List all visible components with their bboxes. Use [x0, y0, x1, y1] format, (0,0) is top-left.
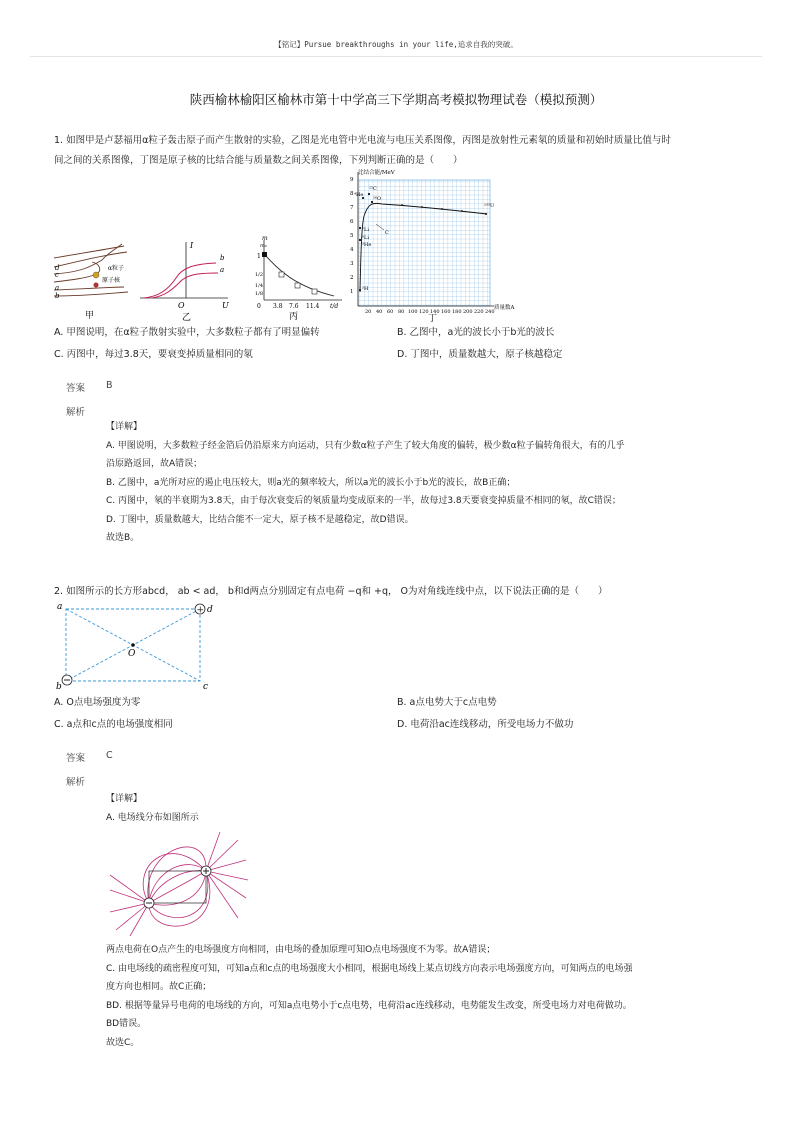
q2-answer-label: 答案	[66, 753, 86, 764]
fig4-xtick: 180	[452, 309, 462, 315]
nucleus-icon	[94, 283, 99, 288]
fig4-ytick: 8	[350, 191, 354, 197]
q1-detail-line: D. 丁图中，质量数越大，比结合能不一定大，原子核不是越稳定，故D错误。	[106, 514, 414, 525]
fig4-nuclide: ⁴He	[354, 192, 364, 198]
q2-solution-head	[106, 790, 736, 827]
q1-stem-line1: 1. 如图甲是卢瑟福用α粒子轰击原子而产生散射的实验，乙图是光电管中光电流与电压关系图像，丙图是放射性元素氡的质量和初始时质量比值与时	[54, 135, 671, 146]
fig4-xtick: 80	[398, 309, 405, 315]
fig2-ylabel: I	[190, 241, 194, 250]
fig-label-yi: 乙	[182, 313, 192, 322]
q1-detail-line: A. 甲图说明，大多数粒子经金箔后仍沿原来方向运动，只有少数α粒子产生了较大角度的偏转，极少数α粒子偏转角很大，有的几乎	[106, 440, 625, 451]
fig4-nuclide: ⁷Li	[362, 227, 369, 233]
q2-detail-line: BD. 根据等量异号电荷的电场线的方向，可知a点电势小于c点电势，电荷沿ac连线移动，电势能发生改变，所受电场力对电荷做功。	[106, 1000, 632, 1011]
q1-detail-label: 【详解】	[106, 422, 143, 432]
q1-figure-bing	[254, 232, 344, 322]
center-point-o	[131, 643, 135, 647]
fig4-xtick: 220	[474, 309, 484, 315]
fig4-nuclide: ²³⁵U	[484, 203, 495, 209]
fig3-ytick-half: 1/2	[255, 272, 264, 278]
fig4-ytick: 5	[350, 233, 354, 239]
q1-option-a: A. 甲图说明，在α粒子散射实验中，大多数粒子都有了明显偏转	[54, 327, 320, 338]
fig3-xlabel: t/d	[330, 303, 339, 310]
page-title: 陕西榆林榆阳区榆林市第十中学高三下学期高考模拟物理试卷（模拟预测）	[189, 92, 603, 107]
fig-label-c: c	[203, 682, 209, 692]
fig4-xlabel: 质量数A	[494, 305, 515, 311]
q1-figure-yi	[138, 238, 230, 322]
fig4-ytick: 2	[350, 275, 354, 281]
q1-option-c: C. 丙图中，每过3.8天，要衰变掉质量相同的氡	[54, 349, 253, 360]
q2-option-a: A. O点电场强度为零	[54, 697, 141, 708]
fig3-ytick-eighth: 1/8	[255, 291, 264, 297]
fig3-xtick-3.8: 3.8	[273, 303, 283, 310]
fig4-xtick: 240	[485, 309, 495, 315]
alpha-particle-icon	[93, 272, 99, 278]
q2-detail-line: 故选C。	[106, 1037, 140, 1048]
fig4-xtick: 100	[408, 309, 418, 315]
q2-field-lines-figure	[108, 830, 250, 938]
fig2-xlabel: U	[222, 301, 229, 310]
fig3-xtick-7.6: 7.6	[289, 303, 299, 310]
q2-solution	[106, 941, 736, 1052]
fig1-label-a: a	[55, 284, 60, 292]
fig4-ylabel: 比结合能/MeV	[358, 170, 395, 176]
q2-detail-first: A. 电场线分布如图所示	[106, 812, 199, 823]
q2-detail-label: 【详解】	[106, 794, 143, 804]
q1-option-d: D. 丁图中，质量数越大，原子核越稳定	[397, 349, 563, 360]
fig4-xtick: 160	[441, 309, 451, 315]
svg-text:+: +	[196, 605, 205, 616]
fig-label-jia: 甲	[85, 311, 95, 320]
q1-detail-line: 故选B。	[106, 533, 140, 543]
fig4-ytick: 3	[350, 261, 354, 267]
fig-label-a: a	[57, 602, 63, 612]
q2-detail-line: BD错误。	[106, 1019, 147, 1029]
fig4-nuclide: ¹²C	[369, 186, 377, 192]
q2-answer: C	[106, 750, 113, 761]
fig4-xtick: 140	[430, 309, 440, 315]
fig1-nucleus-label: 原子核	[102, 277, 121, 284]
fig4-ytick: 6	[350, 219, 354, 225]
q2-stem: 2. 如图所示的长方形abcd， ab < ad， b和d两点分别固定有点电荷 −q和 +q， O为对角线连线中点，以下说法正确的是（ ）	[54, 586, 608, 597]
fig4-ytick: 7	[350, 205, 354, 211]
q1-answer-label: 答案	[66, 383, 86, 394]
q2-detail-line: 两点电荷在O点产生的电场强度方向相同，由电场的叠加原理可知O点电场强度不为零。故A错误；	[106, 945, 496, 955]
q1-analysis-label: 解析	[66, 407, 86, 418]
fig2-curve-a: a	[220, 266, 225, 274]
fig4-nuclide: ⁶Li	[362, 235, 369, 241]
q2-figure-rectangle	[54, 600, 224, 692]
q1-detail-line: B. 乙图中，a光所对应的遏止电压较大，则a光的频率较大，所以a光的波长小于b光的波长，故B正确；	[106, 477, 516, 488]
fig4-xtick: 120	[419, 309, 429, 315]
page-header: 【铭记】Pursue breakthroughs in your life,追求自我的突破。	[274, 40, 518, 49]
fig4-xtick: 200	[463, 309, 473, 315]
fig2-origin: O	[178, 301, 185, 310]
fig-label-b: b	[56, 682, 62, 692]
q1-option-b: B. 乙图中，a光的波长小于b光的波长	[397, 327, 555, 338]
q2-option-b: B. a点电势大于c点电势	[397, 697, 497, 708]
fig4-nuclide: ³He	[362, 242, 372, 248]
fig3-ytick-1: 1	[257, 253, 261, 260]
fig4-xtick: 40	[376, 309, 383, 315]
fig4-ytick: 4	[350, 247, 354, 253]
fig-label-o: O	[128, 649, 136, 659]
q2-detail-line: 度方向也相同。故C正确；	[106, 982, 212, 992]
q2-option-d: D. 电荷沿ac连线移动，所受电场力不做功	[397, 719, 574, 730]
fig3-xtick-0: 0	[257, 303, 261, 310]
fig4-nuclide: ²H	[362, 286, 369, 292]
fig4-nuclide: ¹⁶O	[373, 196, 382, 202]
header-divider	[30, 56, 762, 57]
fig3-ylabel-m0: m₀	[260, 243, 267, 249]
fig4-nuclide: C	[385, 230, 389, 236]
q2-option-c: C. a点和c点的电场强度相同	[54, 719, 173, 730]
fig4-ytick: 9	[350, 177, 354, 183]
fig1-label-b: b	[55, 292, 60, 300]
fig-label-ding: 丁	[428, 314, 438, 322]
q2-detail-line: C. 由电场线的疏密程度可知，可知a点和c点的电场强度大小相同，根据电场线上某点切线方向表示电场强度方向，可知两点的电场强	[106, 963, 633, 974]
fig4-ytick: 1	[350, 289, 354, 295]
q1-solution	[106, 418, 736, 548]
fig1-alpha-label: α粒子	[108, 265, 125, 272]
fig1-label-d: d	[55, 264, 60, 272]
fig-label-d: d	[207, 605, 213, 615]
q1-stem-line2: 间之间的关系图像，丁图是原子核的比结合能与质量数之间关系图像，下列判断正确的是（ ）	[54, 155, 463, 166]
fig2-curve-b: b	[220, 254, 225, 262]
fig1-label-c: c	[55, 271, 59, 279]
q1-figure-ding	[342, 164, 534, 322]
fig4-xtick: 20	[365, 309, 372, 315]
q2-analysis-label: 解析	[66, 777, 86, 788]
fig3-ylabel-m: m	[262, 235, 268, 242]
q1-answer: B	[106, 380, 113, 391]
fig3-xtick-11.4: 11.4	[306, 303, 320, 310]
fig3-ytick-quarter: 1/4	[255, 283, 264, 289]
q1-detail-line: C. 丙图中，氡的半衰期为3.8天，由于每次衰变后的氡质量均变成原来的一半，故每过3.8天要衰变掉质量不相同的氡，故C错误；	[106, 496, 621, 506]
q1-detail-line: 沿原路返回，故A错误；	[106, 459, 203, 469]
fig-label-bing: 丙	[289, 312, 299, 322]
fig4-xtick: 60	[387, 309, 394, 315]
q1-figure-jia	[52, 240, 132, 320]
